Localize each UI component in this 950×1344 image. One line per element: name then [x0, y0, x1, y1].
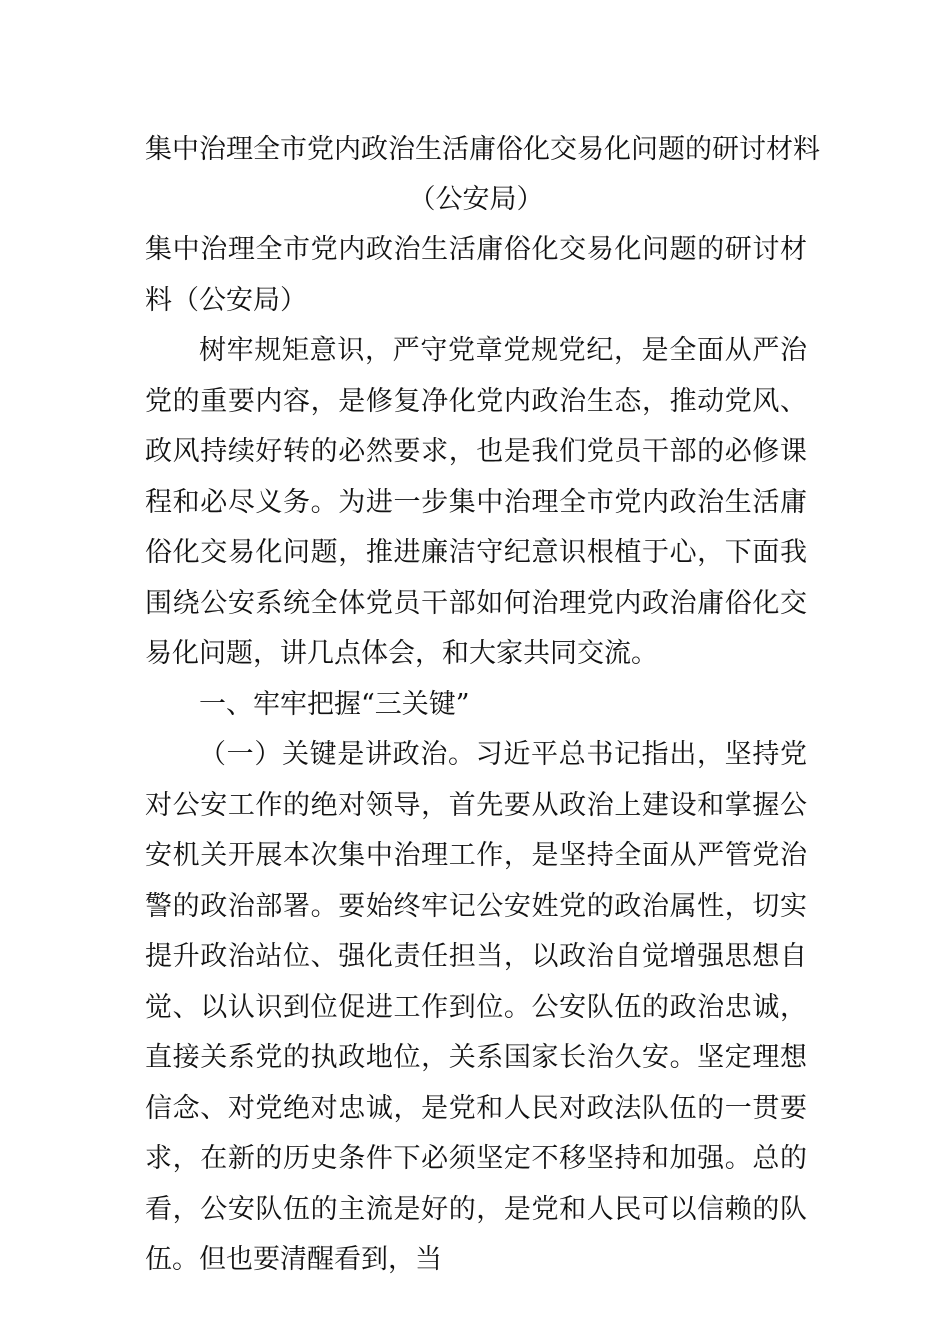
- section-heading: 一、牢牢把握“三关键”: [199, 688, 470, 720]
- document-subtitle: （公安局）: [408, 184, 544, 215]
- repeated-title: 集中治理全市党内政治生活庸俗化交易化问题的研讨材料（公安局）: [145, 234, 807, 316]
- document-title: 集中治理全市党内政治生活庸俗化交易化问题的研讨材料: [145, 134, 820, 165]
- paragraph-body: （一）关键是讲政治。习近平总书记指出，坚持党对公安工作的绝对领导，首先要从政治上建设和掌握公安机关开展本次集中治理工作，是坚持全面从严管党治警的政治部署。要始终牢记公安姓党的政治属性，切实提升政治站位、强化责任担当，以政治自觉增强思想自觉、以认识到位促进工作到位。公安队伍的政治忠诚，直接关系党的执政地位，关系国家长治久安。坚定理想信念、对党绝对忠诚，是党和人民对政法队伍的一贯要求，在新的历史条件下必须坚定不移坚持和加强。总的看，公安队伍的主流是好的，是党和人民可以信赖的队伍。但也要清醒看到，当: [145, 739, 807, 1275]
- document-page: [145, 125, 820, 1286]
- paragraph-intro: 树牢规矩意识，严守党章党规党纪，是全面从严治党的重要内容，是修复净化党内政治生态，推动党风、政风持续好转的必然要求，也是我们党员干部的必修课程和必尽义务。为进一步集中治理全市党内政治生活庸俗化交易化问题，推进廉洁守纪意识根植于心，下面我围绕公安系统全体党员干部如何治理党内政治庸俗化交易化问题，讲几点体会，和大家共同交流。: [145, 335, 807, 669]
